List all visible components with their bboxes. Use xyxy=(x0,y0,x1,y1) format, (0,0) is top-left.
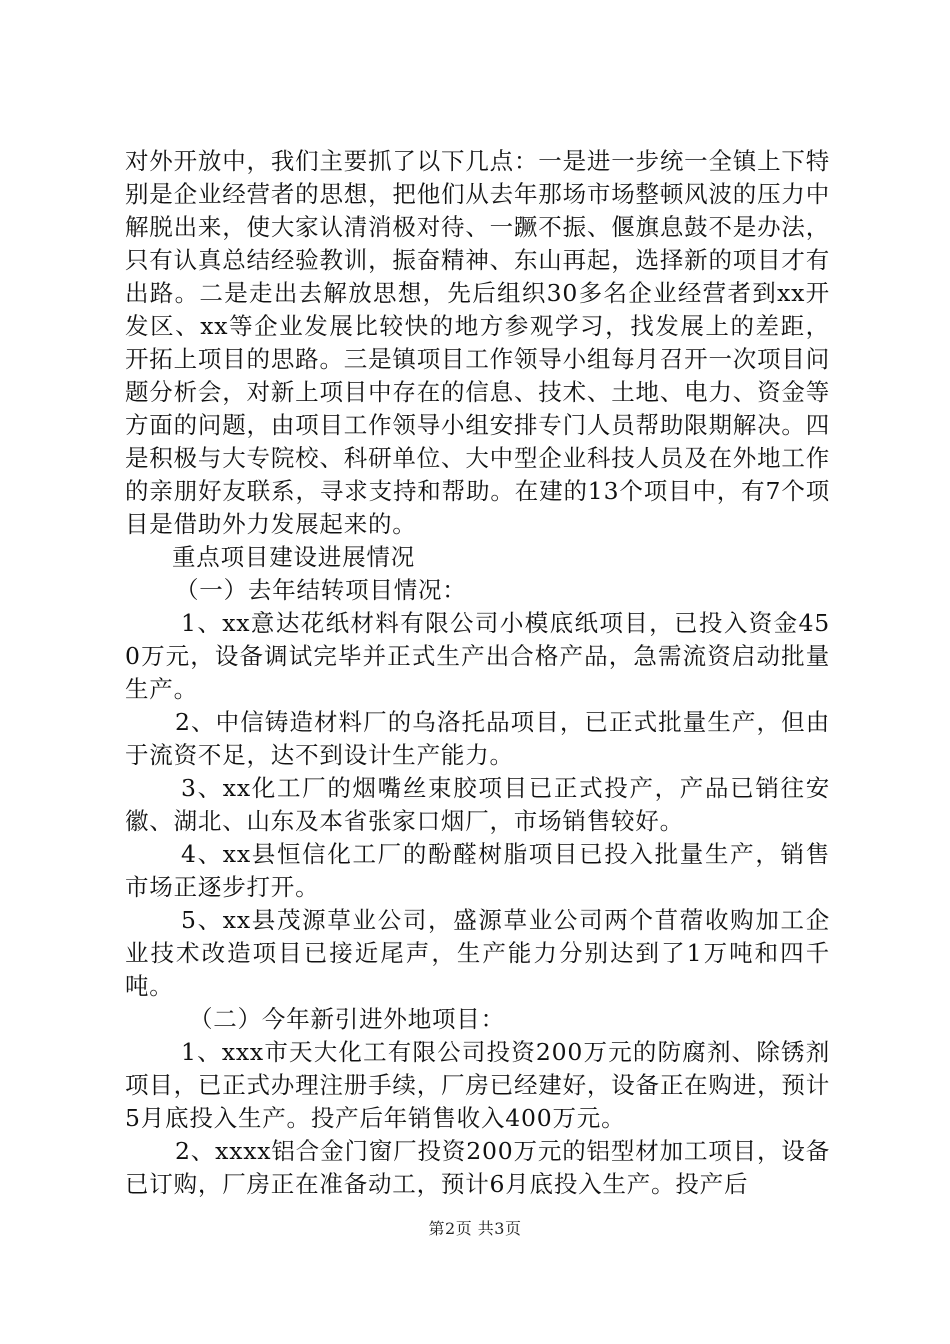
list-item: 5、xx县茂源草业公司，盛源草业公司两个苜蓿收购加工企业技术改造项目已接近尾声，生产能力分别达到了1万吨和四千吨。 xyxy=(125,906,830,1000)
section-heading-key-projects: 重点项目建设进展情况 xyxy=(172,543,415,571)
subheading-new-projects: （二）今年新引进外地项目： xyxy=(189,1005,505,1033)
document-body xyxy=(125,145,830,1201)
list-item: 3、xx化工厂的烟嘴丝束胶项目已正式投产，产品已销往安徽、湖北、山东及本省张家口烟厂，市场销售较好。 xyxy=(125,774,830,835)
list-item: 2、中信铸造材料厂的乌洛托品项目，已正式批量生产，但由于流资不足，达不到设计生产能力。 xyxy=(125,708,830,769)
page-number-footer: 第2页 共3页 xyxy=(428,1219,522,1238)
list-item: 1、xx意达花纸材料有限公司小模底纸项目，已投入资金450万元，设备调试完毕并正式生产出合格产品，急需流资启动批量生产。 xyxy=(125,609,830,703)
paragraph-opening-measures: 对外开放中，我们主要抓了以下几点：一是进一步统一全镇上下特别是企业经营者的思想，把他们从去年那场市场整顿风波的压力中解脱出来，使大家认清消极对待、一蹶不振、偃旗息鼓不是办法，只有认真总结经验教训，振奋精神、东山再起，选择新的项目才有出路。二是走出去解放思想，先后组织30多名企业经营者到xx开发区、xx等企业发展比较快的地方参观学习，找发展上的差距，开拓上项目的思路。三是镇项目工作领导小组每月召开一次项目问题分析会，对新上项目中存在的信息、技术、土地、电力、资金等方面的问题，由项目工作领导小组安排专门人员帮助限期解决。四是积极与大专院校、科研单位、大中型企业科技人员及在外地工作的亲朋好友联系，寻求支持和帮助。在建的13个项目中，有7个项目是借助外力发展起来的。 xyxy=(125,147,830,538)
list-item: 1、xxx市天大化工有限公司投资200万元的防腐剂、除锈剂项目，已正式办理注册手续，厂房已经建好，设备正在购进，预计5月底投入生产。投产后年销售收入400万元。 xyxy=(125,1038,830,1132)
list-item: 2、xxxx铝合金门窗厂投资200万元的铝型材加工项目，设备已订购，厂房正在准备动工，预计6月底投入生产。投产后 xyxy=(125,1137,830,1198)
list-item: 4、xx县恒信化工厂的酚醛树脂项目已投入批量生产，销售市场正逐步打开。 xyxy=(125,840,830,901)
subheading-carryover-projects: （一）去年结转项目情况： xyxy=(175,576,467,604)
